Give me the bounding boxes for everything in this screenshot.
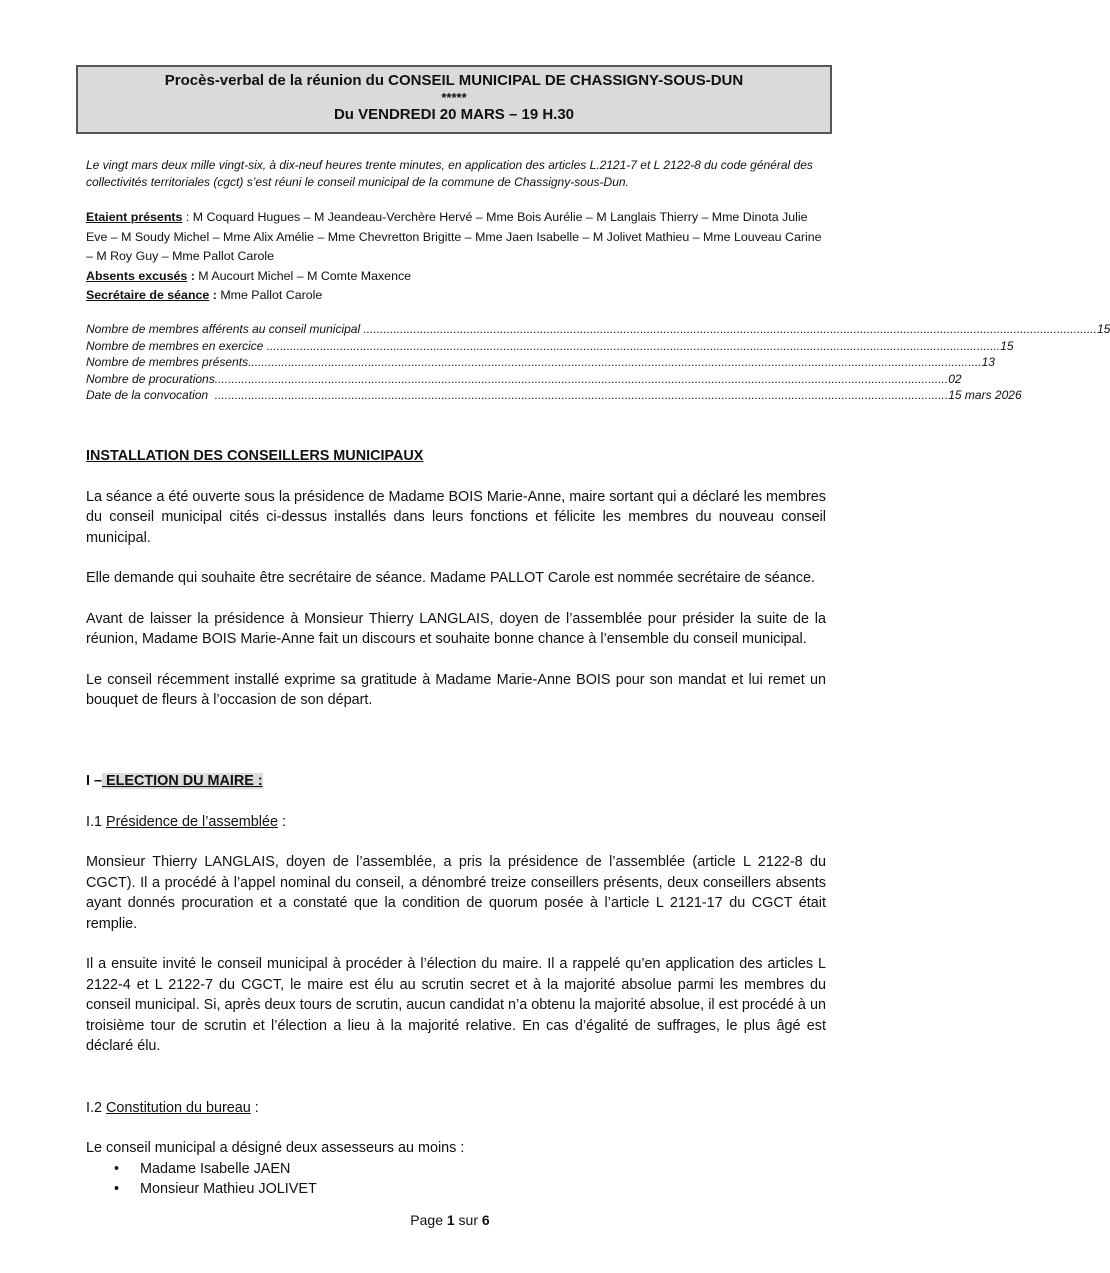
list-item: • Madame Isabelle JAEN [140,1159,826,1180]
subsection-1-number: I.1 [86,813,106,830]
present-sep: : [182,210,193,224]
count-label: Nombre de membres afférents au conseil municipal [86,322,364,336]
election-section [86,771,826,1200]
secretary-name: Mme Pallot Carole [220,288,323,302]
page-number: 1 [446,1212,455,1228]
subsection-1-colon: : [278,813,286,830]
installation-paragraph-1: La séance a été ouverte sous la présidence de Madame BOIS Marie-Anne, maire sortant qui a déclaré les membres du conseil municipal cités ci-dessus installés dans leurs fonctions et félicite les membres du nouveau conseil municipal. [86,488,826,546]
installation-paragraph-3: Avant de laisser la présidence à Monsieur Thierry LANGLAIS, doyen de l’assemblée pour présider la suite de la réunion, Madame BOIS Marie-Anne fait un discours et souhaite bonne chance à l’ensemble du conseil municipal. [86,610,826,647]
absent-list: M Aucourt Michel – M Comte Maxence [198,268,412,283]
title-separator: ***** [441,90,467,105]
absent-label: Absents excusés [86,268,188,283]
member-counts [86,321,1110,404]
secretary-sep: : [209,288,221,302]
subsection-2-number: I.2 [86,1099,106,1116]
dot-leader: ............................................................................................................................................................................................................................ [363,322,1097,336]
count-label: Date de la convocation [86,388,215,402]
count-row: Date de la convocation ............................................................................................................................................................................................................................ 15 mars 2026 [86,388,1022,402]
count-row: Nombre de membres en exercice ............................................................................................................................................................................................................................ 15 [86,338,1014,353]
subsection-1-heading [86,812,826,833]
subsection-2-heading [86,1098,826,1119]
list-item: • Monsieur Mathieu JOLIVET [140,1179,826,1200]
installation-paragraph-2: Elle demande qui souhaite être secrétaire de séance. Madame PALLOT Carole est nommée secrétaire de séance. [86,570,815,586]
dot-leader: ............................................................................................................................................................................................................................ [214,388,949,402]
election-title: ELECTION DU MAIRE : [102,773,263,789]
secretary-line [86,286,826,306]
subsection-2-colon: : [250,1099,259,1116]
assessor-list [86,1159,826,1200]
present-list: M Coquard Hugues – M Jeandeau-Verchère Hervé – Mme Bois Aurélie – M Langlais Thierry – Mme Dinota Julie Eve – M Soudy Michel – Mme Alix Amélie – Mme Chevretton Brigitte – Mme Jaen Isabelle – M Jolivet Mathieu – Mme Louveau Carine – M Roy Guy – Mme Pallot Carole [86,210,822,263]
count-label: Nombre de membres présents [86,355,249,369]
subsection-1-paragraph-1: Monsieur Thierry LANGLAIS, doyen de l’assemblée, a pris la présidence de l’assemblée (article L 2122-8 du CGCT). Il a procédé à l’appel nominal du conseil, a dénombré treize conseillers présents, deux conseillers absents ayant donnés procuration et a constaté que la condition de quorum posée à l’article L 2121-17 du CGCT était remplie. [86,854,826,932]
page-sep: sur [454,1212,482,1228]
attendance-block [86,208,826,306]
document-title: Procès-verbal de la réunion du CONSEIL MUNICIPAL DE CHASSIGNY-SOUS-DUN [164,72,744,89]
count-row: Nombre de membres présents ............................................................................................................................................................................................................................ 13 [86,355,995,369]
election-prefix: I – [86,773,102,789]
page-footer [0,1212,900,1228]
secretary-label: Secrétaire de séance [86,288,210,302]
absent-sep: : [187,268,199,283]
election-heading [86,771,826,792]
document-header [76,65,832,134]
count-label: Nombre de membres en exercice [86,338,267,353]
count-row: Nombre de procurations ............................................................................................................................................................................................................................ 02 [86,371,962,386]
count-row: Nombre de membres afférents au conseil municipal ............................................................................................................................................................................................................................ 15 [86,322,1110,336]
subsection-2-title: Constitution du bureau [106,1099,251,1116]
page-word: Page [410,1212,447,1228]
installation-section [86,446,826,711]
present-line [86,208,826,267]
count-label: Nombre de procurations [86,371,215,386]
subsection-1-title: Présidence de l’assemblée [106,813,278,830]
meeting-date: Du VENDREDI 20 MARS – 19 H.30 [333,106,575,123]
installation-paragraph-4: Le conseil récemment installé exprime sa gratitude à Madame Marie-Anne BOIS pour son mandat et lui remet un bouquet de fleurs à l’occasion de son départ. [86,671,826,708]
dot-leader: ............................................................................................................................................................................................................................ [248,355,982,369]
bureau-intro: Le conseil municipal a désigné deux assesseurs au moins : [86,1140,465,1156]
intro-paragraph: Le vingt mars deux mille vingt-six, à dix-neuf heures trente minutes, en application des articles L.2121-7 et L 2122-8 du code général des collectivités territoriales (cgct) s’est réuni le conseil municipal de la commune de Chassigny-sous-Dun. [86,158,813,189]
dot-leader: ............................................................................................................................................................................................................................ [266,338,1001,353]
present-label: Etaient présents [86,210,183,224]
subsection-1-paragraph-2: Il a ensuite invité le conseil municipal à procéder à l’élection du maire. Il a rappelé qu’en application des articles L 2122-4 et L 2122-7 du CGCT, le maire est élu au scrutin secret et à la majorité absolue parmi les membres du conseil municipal. Si, après deux tours de scrutin, aucun candidat n’a obtenu la majorité absolue, il est procédé à un troisième tour de scrutin et l’élection a lieu à la majorité relative. En cas d’égalité de suffrages, le plus âgé est déclaré élu. [86,956,826,1054]
dot-leader: ............................................................................................................................................................................................................................ [214,371,949,386]
installation-title: INSTALLATION DES CONSEILLERS MUNICIPAUX [86,448,424,464]
page-total: 6 [481,1212,490,1228]
absent-line [86,267,826,287]
